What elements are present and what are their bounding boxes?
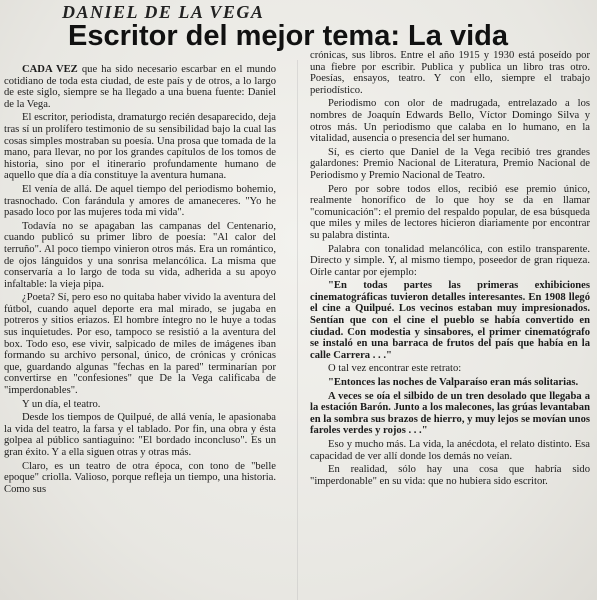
paragraph-text: Todavía no se apagaban las campanas del Centenario, cuando publicó su primer libro de poesía: "Al calor del terruño". Al poco tiempo vinieron otros más. Era un romántico, de ojos lánguidos y una sonrisa melancólica. La misma que conservaría a lo largo de toda su vida, adherida a su apoyo infaltable: la vieja pipa.	[4, 220, 276, 290]
left-paragraph	[4, 412, 276, 458]
paragraph-text: Desde los tiempos de Quilpué, de allá venía, le apasionaba la vida del teatro, la farsa y el tablado. Por fin, una obra y ésta golpea al público santiaguino: "El bordado inconcluso". Es un gran éxito. Y a ella siguen otras y otras más.	[4, 412, 276, 458]
paragraph-text: ¿Poeta? Sí, pero eso no quitaba haber vivido la aventura del fútbol, cuando aquel deporte era mal mirado, se jugaba en potreros y sitios eriazos. El hombre íntegro no le huye a todas sus inquietudes. Por eso, tampoco se resistió a la aventura del box. Todo eso, ese vivir, salpicado de miles de imágenes iban formando su archivo personal, único, de crónicas y crónicas que, guardando algunas "fechas en la pared" terminarían por convertirse en "confesiones" que De la Vega calificaba de "imperdonables".	[4, 292, 276, 397]
right-column	[310, 50, 590, 489]
left-paragraph	[4, 292, 276, 396]
paragraph-text: que ha sido necesario escarbar en el mundo cotidiano de toda esta ciudad, de este país y de otros, a lo largo de este siglo, siempre se ha llegado a una buena fuente: Daniel de la Vega.	[4, 64, 276, 110]
paragraph-text: El escritor, periodista, dramaturgo recién desaparecido, deja tras sí un prolífero testimonio de su sensibilidad bajo la cual las cosas simples mostraban su poesía. Una prosa que tomada de la mano, para llevar, no por los grandes capítulos de los tomos de historia, sino por el itinerario profundamente humano de aquello que día a día constituye la aventura humana.	[4, 112, 276, 182]
right-paragraph: En realidad, sólo hay una cosa que habría sido "imperdonable" en su vida: que no hubiera sido escritor.	[310, 464, 590, 487]
right-paragraph: Sí, es cierto que Daniel de la Vega recibió tres grandes galardones: Premio Nacional de Literatura, Premio Nacional de Periodismo y Premio Nacional de Teatro.	[310, 146, 590, 181]
left-paragraph	[4, 64, 276, 110]
left-paragraph	[4, 112, 276, 182]
quoted-paragraph: A veces se oía el silbido de un tren desolado que llegaba a la estación Barón. Junto a los malecones, las grúas levantaban en la sombra sus brazos de hierro, y muy lejos se movían unos faroles verdes y rojos . . ."	[310, 390, 590, 437]
right-paragraph: Pero por sobre todos ellos, recibió ese premio único, realmente honorífico de lo que hoy se da en llamar "comunicación": el premio del respaldo popular, de esa búsqueda que miles y miles de lectores hicieron diariamente por encontrar su palabra distinta.	[310, 183, 590, 241]
quoted-paragraph: "En todas partes las primeras exhibiciones cinematográficas tuvieron detalles interesantes. En 1908 llegó el cine a Quilpué. Los vecinos estaban muy impresionados. Sentían que con el cine el pueblo se había convertido en ciudad. Con modestia y sinsabores, el primer cinematógrafo se instaló en una barraca de frutos del país que había en la calle Carrera . . ."	[310, 280, 590, 361]
right-paragraph: crónicas, sus libros. Entre el año 1915 y 1930 está poseído por una fiebre por escribir. Publica y publica un libro tras otro. Poesías, ensayos, teatro. Y con ello, siempre el trabajo periodístico.	[310, 50, 590, 96]
left-paragraph	[4, 399, 276, 411]
author-byline: DANIEL DE LA VEGA	[62, 2, 265, 22]
column-divider	[297, 60, 298, 600]
right-paragraph: Eso y mucho más. La vida, la anécdota, el relato distinto. Esa capacidad de ver allí donde los demás no veían.	[310, 439, 590, 462]
right-paragraph: O tal vez encontrar este retrato:	[328, 363, 462, 375]
left-column	[4, 64, 276, 497]
right-paragraph: Periodismo con olor de madrugada, entrelazado a los nombres de Joaquín Edwards Bello, Víctor Domingo Silva y otros más. Un periodismo que calaba en lo humano, en la vitalidad, ausencia o presencia del ser humano.	[310, 98, 590, 145]
lead-in: CADA VEZ	[22, 64, 78, 75]
article-headline: Escritor del mejor tema: La vida	[68, 20, 508, 52]
left-paragraph	[4, 184, 276, 219]
paragraph-text: Claro, es un teatro de otra época, con tono de "belle epoque" criolla. Valioso, porque refleja un tiempo, una historia. Como sus	[4, 460, 276, 495]
paragraph-text: Y un día, el teatro.	[22, 398, 101, 410]
left-paragraph	[4, 221, 276, 291]
left-paragraph	[4, 461, 276, 496]
quoted-paragraph: "Entonces las noches de Valparaíso eran más solitarias.	[328, 377, 579, 389]
right-paragraph: Palabra con tonalidad melancólica, con estilo transparente. Directo y simple. Y, al mismo tiempo, poseedor de gran riqueza. Oírle cantar por ejemplo:	[310, 243, 590, 278]
paragraph-text: El venía de allá. De aquel tiempo del periodismo bohemio, trasnochado. Con farándula y amores de amaneceres. "Yo he pasado loco por las mujeres toda mi vida".	[4, 183, 276, 219]
